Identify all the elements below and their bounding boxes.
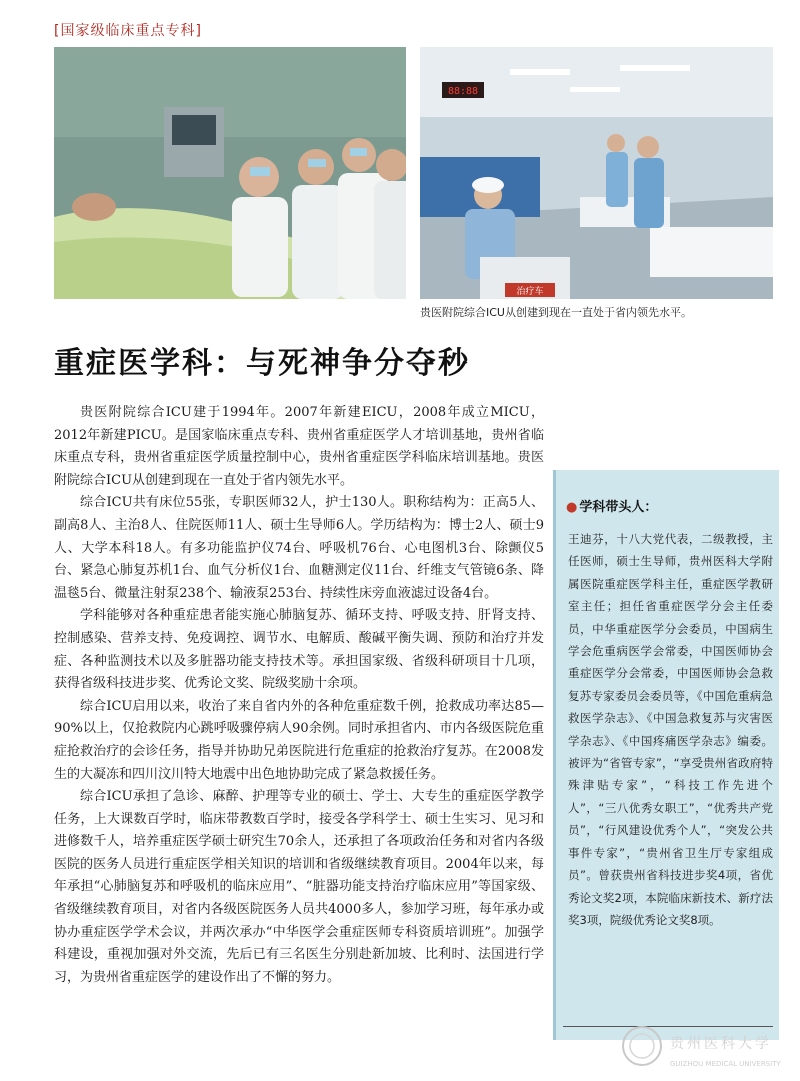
photo-doctors-bedside xyxy=(54,47,406,299)
watermark-english: GUIZHOU MEDICAL UNIVERSITY xyxy=(670,1060,781,1068)
bullet-dot-icon: ● xyxy=(566,500,578,515)
leader-sidebar xyxy=(553,470,779,1040)
university-seal-icon xyxy=(623,1027,661,1065)
sidebar-heading xyxy=(566,496,657,515)
doctors-bedside-illustration xyxy=(54,47,406,299)
cart-label: 治疗车 xyxy=(516,287,544,297)
photo-icu-ward xyxy=(420,47,773,299)
article-paragraph: 综合ICU启用以来，收治了来自省内外的各种危重症数千例，抢救成功率达85—90%以上，仅抢救院内心跳呼吸骤停病人90余例。同时承担省内、市内各级医院危重症抢救治疗的会诊任务，指导并协助兄弟医院进行危重症的抢救治疗复苏。在2008发生的大凝冻和四川汶川特大地震中出色地协助完成了紧急救援任务。 xyxy=(54,698,544,782)
photo-caption: 贵医附院综合ICU从创建到现在一直处于省内领先水平。 xyxy=(420,306,692,319)
wall-clock-digits: 88:88 xyxy=(447,86,479,97)
watermark-chinese: 贵州医科大学 xyxy=(670,1036,772,1052)
leader-bio: 王迪芬，十八大党代表，二级教授，主任医师，硕士生导师，贵州医科大学附属医院重症医学科主任，重症医学教研室主任；担任省重症医学分会主任委员，中华重症医学分会委员，中国病生学会危重病医学会常委，中国医师协会重症医学分会常委，中国医师协会急救复苏专家委员会委员等，《中国危重病急救医学杂志》、《中国急救复苏与灾害医学杂志》、《中国疼痛医学杂志》编委。被评为“省管专家”，“享受贵州省政府特殊津贴专家”，“科技工作先进个人”，“三八优秀女职工”，“优秀共产党员”，“行风建设优秀个人”，“突发公共事件专家”，“贵州省卫生厅专家组成员”。曾获贵州省科技进步奖4项，省优秀论文奖2项，本院临床新技术、新疗法奖3项，院级优秀论文奖8项。 xyxy=(568,532,773,927)
article-paragraph: 综合ICU承担了急诊、麻醉、护理等专业的硕士、学士、大专生的重症医学教学任务，上大课数百学时，临床带教数百学时，接受各学科学士、硕士生实习、见习和进修数千人，培养重症医学硕士研究生70余人，还承担了各项政治任务和对省内各级医院的医务人员进行重症医学相关知识的培训和省级继续教育项目。2004年以来，每年承担“心肺脑复苏和呼吸机的临床应用”、“脏器功能支持治疗临床应用”等国家级、省级继续教育项目，对省内各级医院医务人员共4000多人，参加学习班，每年承办或协办重症医学学术会议，并两次承办“中华医学会重症医师专科资质培训班”。加强学科建设，重视加强对外交流，先后已有三名医生分别赴新加坡、比利时、法国进行学习，为贵州省重症医学的建设作出了不懈的努力。 xyxy=(54,789,544,985)
article-paragraph: 贵医附院综合ICU建于1994年。2007年新建EICU，2008年成立MICU，2012年新建PICU。是国家临床重点专科、贵州省重症医学人才培训基地，贵州省临床重点专科，贵州省重症医学质量控制中心，贵州省重症医学科临床培训基地。贵医附院综合ICU从创建到现在一直处于省内领先水平。 xyxy=(54,405,544,488)
article-paragraph: 综合ICU共有床位55张，专职医师32人，护士130人。职称结构为：正高5人、副高8人、主治8人、住院医师11人、硕士生导师6人。学历结构为：博士2人、硕士9人、大学本科18人。有多功能监护仪74台、呼吸机76台、心电图机3台、除颤仪5台、紧急心肺复苏机1台、血气分析仪1台、血糖测定仪11台、纤维支气管镜6条、降温毯5台、微量注射泵238个、输液泵253台、持续性床旁血液滤过设备4台。 xyxy=(54,495,544,601)
sidebar-heading-text: 学科带头人： xyxy=(579,500,658,515)
article-body xyxy=(54,402,544,989)
section-tag: [国家级临床重点专科] xyxy=(54,23,202,39)
university-watermark xyxy=(620,1020,800,1076)
article-paragraph: 学科能够对各种重症患者能实施心肺脑复苏、循环支持、呼吸支持、肝肾支持、控制感染、营养支持、免疫调控、调节水、电解质、酸碱平衡失调、预防和治疗并发症、各种监测技术以及多脏器功能支持技术等。承担国家级、省级科研项目十几项，获得省级科技进步奖、优秀论文奖、院级奖励十余项。 xyxy=(54,608,544,692)
article-title: 重症医学科：与死神争分夺秒 xyxy=(54,346,470,381)
icu-ward-illustration xyxy=(420,47,773,299)
